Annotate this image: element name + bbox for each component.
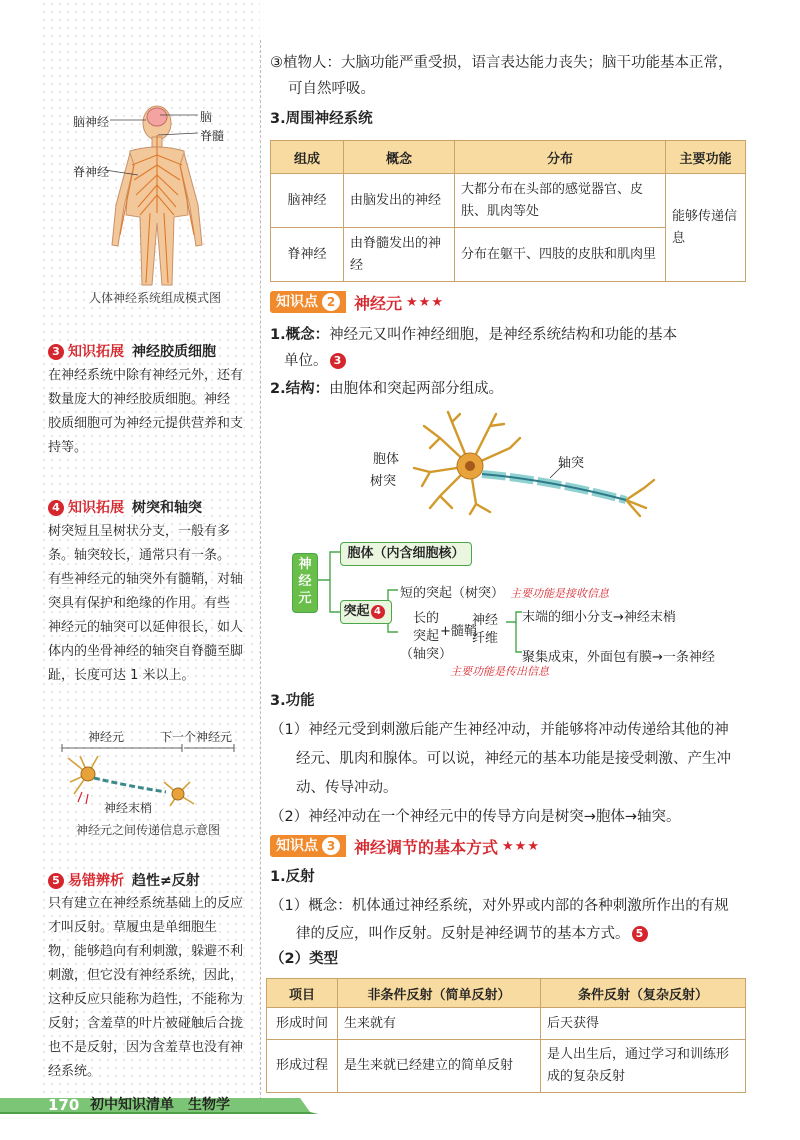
concept-line: 单位。 bbox=[284, 353, 328, 369]
concept-label: 1.概念： bbox=[270, 327, 330, 343]
function-line: 经元、肌肉和腺体。可以说，神经元的基本功能是接受刺激、产生冲 bbox=[296, 751, 731, 767]
pns-col-concept: 概念 bbox=[344, 141, 455, 174]
kp2-tag-text: 知识点 bbox=[276, 294, 318, 310]
note5-body bbox=[48, 892, 248, 1084]
note5-line: 也不是反射，因为含羞草也没有神 bbox=[48, 1040, 244, 1055]
note3-number: 3 bbox=[48, 344, 64, 360]
map-long-line: 突起 bbox=[413, 629, 440, 644]
item3-line: 可自然呼吸。 bbox=[288, 81, 375, 97]
neuron-figure bbox=[400, 408, 660, 518]
note3-heading: 神经胶质细胞 bbox=[132, 344, 216, 360]
structure-text: 由胞体和突起两部分组成。 bbox=[329, 381, 504, 397]
pns-cell-distribution: 大都分布在头部的感觉器官、皮肤、肌肉等处 bbox=[455, 174, 666, 228]
kp2-stars: ★★★ bbox=[406, 294, 444, 310]
map-process bbox=[340, 600, 392, 624]
kp3-tag bbox=[270, 835, 346, 857]
concept-badge: 3 bbox=[330, 353, 346, 369]
label-nerve-ending: 神经末梢 bbox=[104, 801, 153, 815]
reflex-cell: 形成时间 bbox=[267, 1008, 338, 1040]
map-root: 神经元 bbox=[292, 553, 318, 613]
pns-cell-function: 能够传递信息 bbox=[666, 174, 746, 282]
pns-cell-part: 脑神经 bbox=[271, 174, 344, 228]
map-soma: 胞体（内含细胞核） bbox=[340, 542, 472, 566]
map-branch-endings: 末端的细小分支→神经末梢 bbox=[522, 610, 676, 625]
structure-paragraph bbox=[270, 376, 750, 402]
note5-heading: 趋性≠反射 bbox=[132, 873, 200, 889]
concept-paragraph bbox=[270, 322, 750, 374]
neuron-chain-caption: 神经元之间传递信息示意图 bbox=[75, 823, 220, 837]
note3-line: 在神经系统中除有神经元外，还有 bbox=[48, 368, 244, 383]
note4-tag: 知识拓展 bbox=[68, 500, 124, 516]
kp3-stars: ★★★ bbox=[502, 838, 540, 854]
pns-cell-part: 脊神经 bbox=[271, 228, 344, 282]
kp2-header bbox=[270, 290, 444, 314]
function-heading: 3.功能 bbox=[270, 693, 315, 709]
pns-col-distribution: 分布 bbox=[455, 141, 666, 174]
function-line: （1）神经元受到刺激后能产生神经冲动，并能够将冲动传递给其他的神 bbox=[270, 722, 729, 738]
kp2-tag bbox=[270, 291, 346, 313]
pns-cell-concept: 由脑发出的神经 bbox=[344, 174, 455, 228]
reflex-col-unconditioned: 非条件反射（简单反射） bbox=[338, 979, 541, 1008]
note4-line: 趾，长度可达 1 米以上。 bbox=[48, 668, 195, 683]
function-line: 动、传导冲动。 bbox=[296, 780, 398, 796]
reflex-table bbox=[266, 978, 746, 1093]
note4-title bbox=[48, 497, 202, 517]
note5-line: 刺激，但它没有神经系统，因此， bbox=[48, 968, 244, 983]
note4-line: 神经元的轴突可以延伸很长，如人 bbox=[48, 620, 244, 635]
note5-line: 才叫反射。草履虫是单细胞生 bbox=[48, 920, 218, 935]
note5-line: 这种反应只能称为趋性，不能称为 bbox=[48, 992, 244, 1007]
map-branch-nerve: 聚集成束，外面包有膜→一条神经 bbox=[522, 650, 715, 665]
label-neuron: 神经元 bbox=[88, 730, 125, 744]
map-long-note: 主要功能是传出信息 bbox=[450, 665, 549, 678]
table-row bbox=[267, 1008, 746, 1040]
note4-heading: 树突和轴突 bbox=[132, 500, 202, 516]
neuron-label-dendrite: 树突 bbox=[370, 474, 397, 489]
map-process-text: 突起 bbox=[343, 604, 370, 619]
structure-label: 2.结构： bbox=[270, 381, 330, 397]
label-next-neuron: 下一个神经元 bbox=[160, 730, 233, 744]
map-fiber-line: 纤维 bbox=[472, 631, 499, 646]
map-short-process: 短的突起（树突） bbox=[400, 586, 505, 601]
note4-line: 有些神经元的轴突外有髓鞘，对轴 bbox=[48, 572, 244, 587]
note4-body bbox=[48, 520, 248, 688]
note5-line: 经系统。 bbox=[48, 1064, 101, 1079]
kp2-number: 2 bbox=[322, 293, 340, 311]
function-line: （2）神经冲动在一个神经元中的传导方向是树突→胞体→轴突。 bbox=[270, 809, 681, 825]
map-myelin: +髓鞘 bbox=[440, 624, 477, 639]
reflex-heading: 1.反射 bbox=[270, 869, 315, 885]
map-fiber bbox=[472, 612, 498, 648]
reflex-cell: 生来就有 bbox=[338, 1008, 541, 1040]
note3-body bbox=[48, 364, 248, 460]
kp3-header bbox=[270, 834, 540, 858]
note4-line: 树突短且呈树状分支，一般有多 bbox=[48, 524, 231, 539]
map-fiber-line: 神经 bbox=[472, 613, 499, 628]
kp3-title: 神经调节的基本方式 bbox=[354, 837, 499, 857]
neuron-label-soma: 胞体 bbox=[373, 452, 400, 467]
note3-line: 胶质细胞可为神经元提供营养和支 bbox=[48, 416, 244, 431]
pns-col-function: 主要功能 bbox=[666, 141, 746, 174]
pns-heading: 3.周围神经系统 bbox=[270, 111, 373, 127]
item3-paragraph bbox=[270, 50, 750, 102]
footer-page-number: 170 bbox=[48, 1096, 80, 1114]
kp3-tag-text: 知识点 bbox=[276, 838, 318, 854]
note3-line: 持等。 bbox=[48, 440, 88, 455]
note5-line: 反射；含羞草的叶片被碰触后合拢 bbox=[48, 1016, 244, 1031]
table-row bbox=[267, 1040, 746, 1093]
kp2-title: 神经元 bbox=[354, 293, 403, 313]
note4-line: 条。轴突较长，通常只有一条。 bbox=[48, 548, 231, 563]
map-process-badge: 4 bbox=[371, 605, 385, 619]
note4-number: 4 bbox=[48, 500, 64, 516]
types-heading: （2）类型 bbox=[270, 951, 339, 967]
reflex-line: 律的反应，叫作反射。反射是神经调节的基本方式。 bbox=[296, 926, 630, 942]
note5-line: 物，能够趋向有利刺激，躲避不利 bbox=[48, 944, 244, 959]
pns-table-header bbox=[271, 141, 746, 174]
note3-tag: 知识拓展 bbox=[68, 344, 124, 360]
note5-number: 5 bbox=[48, 873, 64, 889]
note3-title bbox=[48, 341, 216, 361]
concept-line: 神经元又叫作神经细胞，是神经系统结构和功能的基本 bbox=[329, 327, 678, 343]
note3-line: 数量庞大的神经胶质细胞。神经 bbox=[48, 392, 231, 407]
pns-cell-distribution: 分布在躯干、四肢的皮肤和肌肉里 bbox=[455, 228, 666, 282]
reflex-cell: 后天获得 bbox=[541, 1008, 746, 1040]
note4-line: 体内的坐骨神经的轴突自脊髓至脚 bbox=[48, 644, 244, 659]
note4-line: 突具有保护和绝缘的作用。有些 bbox=[48, 596, 231, 611]
pns-cell-concept: 由脊髓发出的神经 bbox=[344, 228, 455, 282]
reflex-badge: 5 bbox=[632, 926, 648, 942]
label-spinal-cord: 脊髓 bbox=[200, 129, 225, 143]
neuron-label-axon: 轴突 bbox=[558, 456, 585, 471]
function-paragraph bbox=[270, 716, 750, 832]
pns-table bbox=[270, 140, 746, 282]
map-long-line: 长的 bbox=[413, 611, 440, 626]
reflex-cell: 是生来就已经建立的简单反射 bbox=[338, 1040, 541, 1093]
reflex-table-header bbox=[267, 979, 746, 1008]
pns-col-part: 组成 bbox=[271, 141, 344, 174]
reflex-cell: 是人出生后，通过学习和训练形成的复杂反射 bbox=[541, 1040, 746, 1093]
sidebar-divider bbox=[260, 40, 261, 1100]
reflex-cell: 形成过程 bbox=[267, 1040, 338, 1093]
note5-tag: 易错辨析 bbox=[68, 873, 124, 889]
map-long-line: （轴突） bbox=[400, 647, 453, 662]
reflex-paragraph bbox=[270, 892, 750, 948]
map-short-note: 主要功能是接收信息 bbox=[510, 587, 609, 600]
reflex-col-conditioned: 条件反射（复杂反射） bbox=[541, 979, 746, 1008]
note5-line: 只有建立在神经系统基础上的反应 bbox=[48, 896, 244, 911]
note5-title bbox=[48, 870, 200, 890]
label-brain: 脑 bbox=[200, 110, 213, 124]
body-figure-caption: 人体神经系统组成模式图 bbox=[88, 291, 221, 305]
kp3-number: 3 bbox=[322, 837, 340, 855]
reflex-col-item: 项目 bbox=[267, 979, 338, 1008]
footer-subject: 生物学 bbox=[188, 1097, 230, 1113]
table-row bbox=[271, 174, 746, 228]
item3-line: ③植物人：大脑功能严重受损，语言表达能力丧失；脑干功能基本正常， bbox=[270, 55, 733, 71]
reflex-line: （1）概念：机体通过神经系统，对外界或内部的各种刺激所作出的有规 bbox=[270, 898, 729, 914]
footer-book-title: 初中知识清单 bbox=[90, 1097, 174, 1113]
label-brain-nerve: 脑神经 bbox=[73, 115, 110, 129]
label-spinal-nerve: 脊神经 bbox=[73, 165, 110, 179]
